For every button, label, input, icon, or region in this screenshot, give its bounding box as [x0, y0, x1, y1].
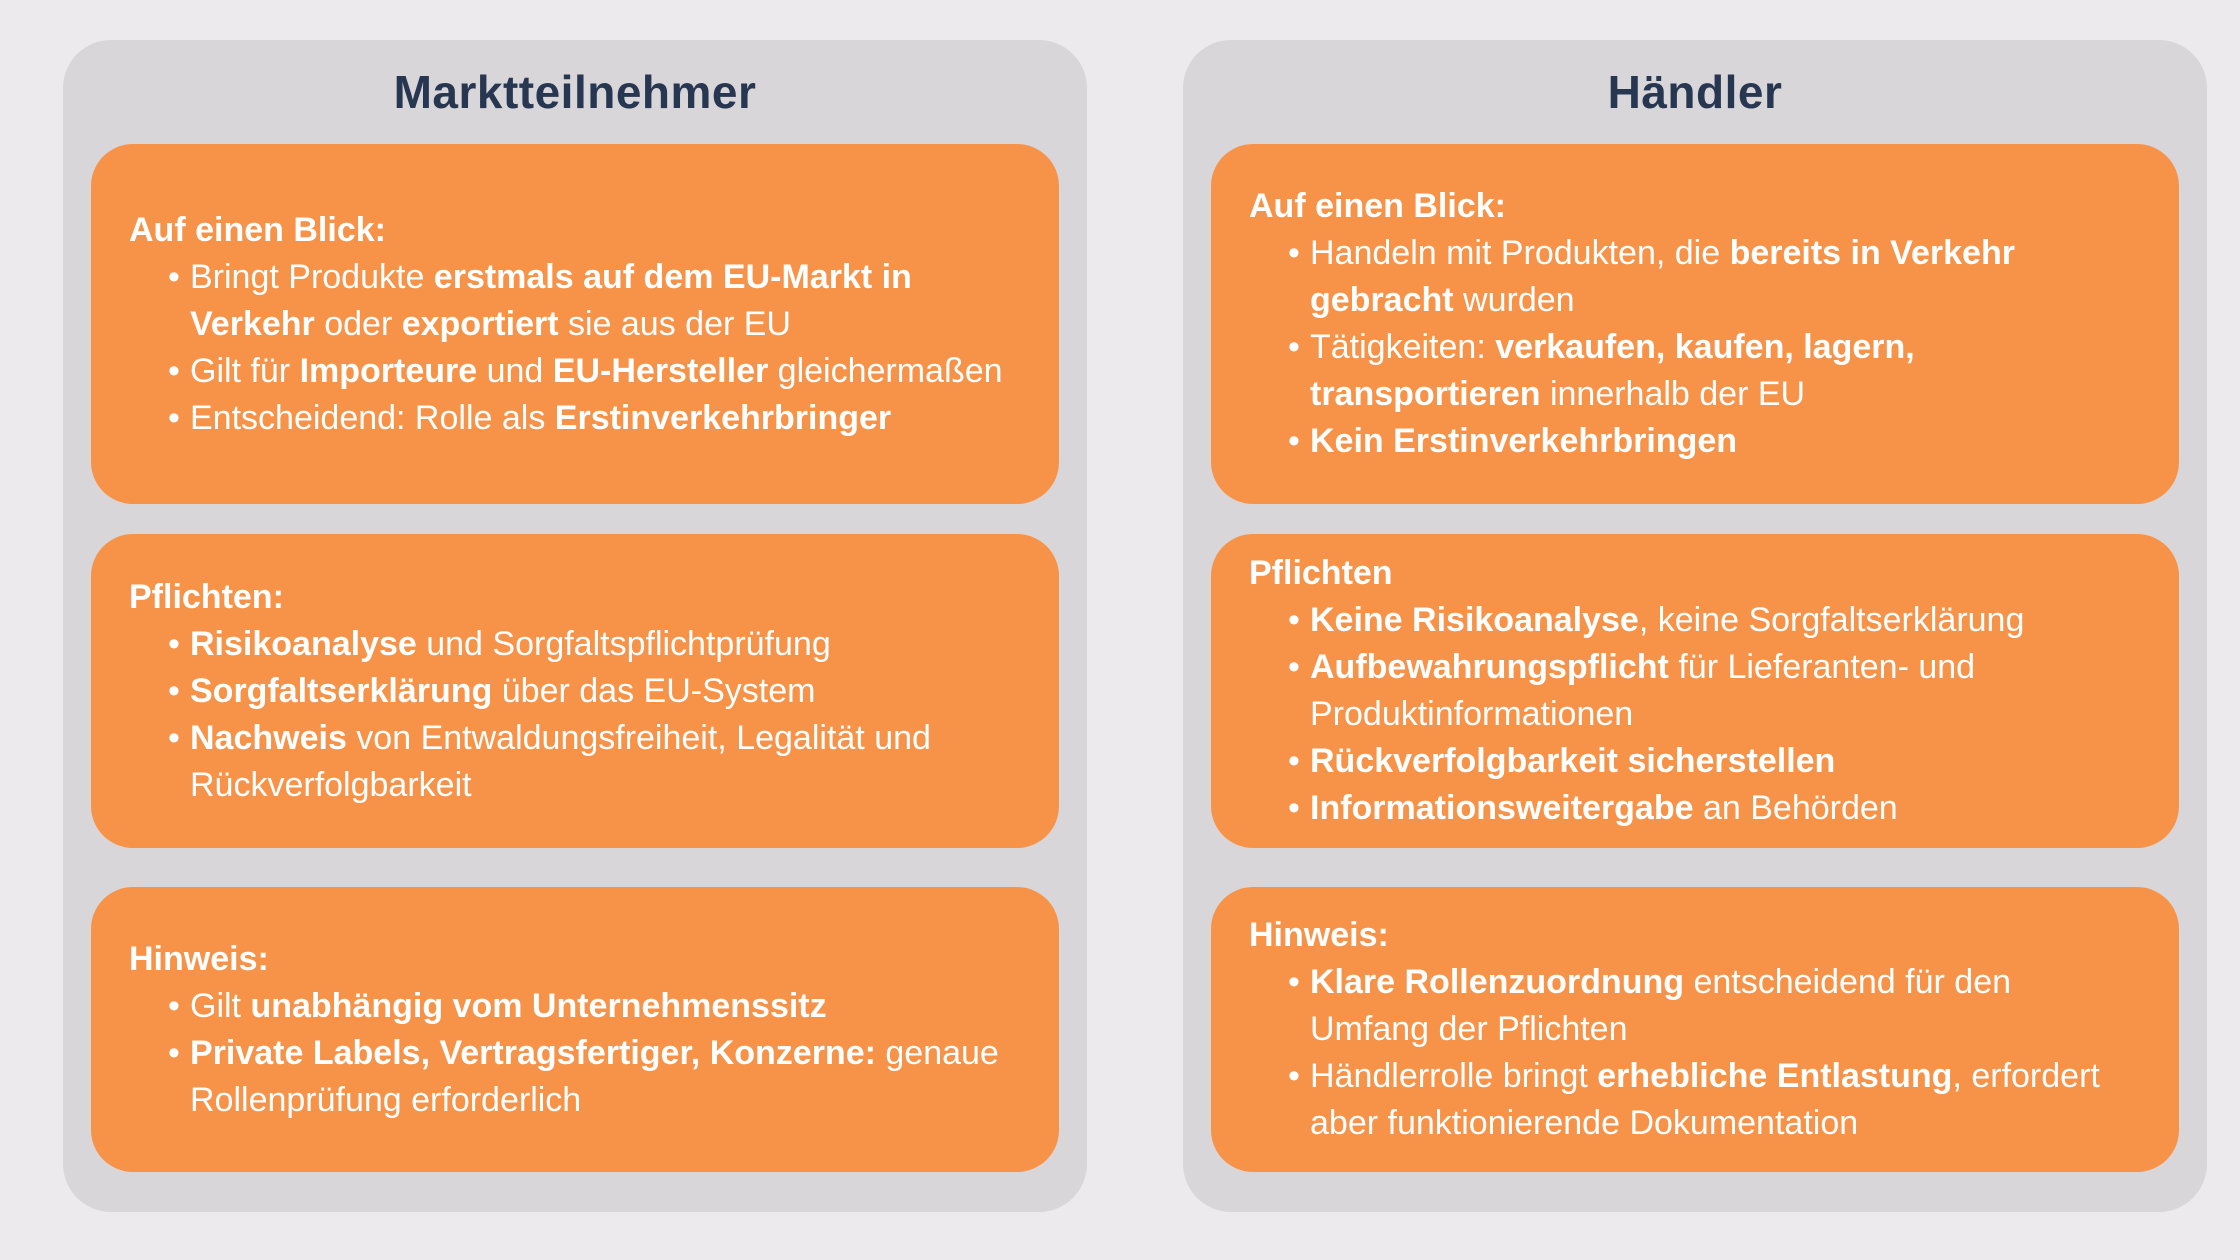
card-auf-einen-blick — [91, 144, 1059, 504]
text-segment: Nachweis — [190, 718, 347, 757]
text-segment: Erstinverkehrbringer — [554, 398, 892, 437]
panel-title-haendler: Händler — [1607, 66, 1783, 118]
card-heading-pflichten: Pflichten — [1249, 554, 1393, 592]
bullet-item — [168, 254, 1019, 348]
card-auf-einen-blick — [1211, 144, 2179, 504]
bullet-item — [1288, 324, 2139, 418]
card-heading-hinweis: Hinweis: — [1249, 916, 1389, 954]
text-segment: wurden — [1453, 281, 1575, 319]
bullet-item — [1288, 597, 2139, 644]
text-segment: Risikoanalyse — [190, 624, 417, 663]
card-heading-auf-einen-blick: Auf einen Blick: — [129, 210, 386, 249]
text-segment: Händlerrolle bringt — [1310, 1057, 1598, 1095]
panel-title-marktteilnehmer: Marktteilnehmer — [393, 66, 757, 118]
card-heading-pflichten: Pflichten: — [129, 577, 284, 616]
text-segment: Handeln mit Produkten, die — [1310, 234, 1730, 272]
text-segment: genaue Rollenprüfung erforderlich — [190, 1033, 999, 1119]
text-segment: und Sorgfaltspflichtprüfung — [416, 624, 831, 663]
text-segment: Sorgfaltserklärung — [190, 671, 493, 710]
text-segment: bereits in Verkehr gebracht — [1310, 234, 2015, 319]
bullet-list — [1249, 959, 2139, 1147]
text-segment: , keine Sorgfaltserklärung — [1638, 601, 2025, 639]
bullet-item — [168, 348, 1019, 395]
bullet-item — [168, 621, 1019, 668]
panel-haendler — [1183, 40, 2207, 1212]
card-hinweis — [1211, 887, 2179, 1172]
card-pflichten — [91, 534, 1059, 848]
text-segment: für Lieferanten- und Produktinformationen — [1310, 648, 1976, 733]
bullet-item — [168, 715, 1019, 809]
panel-marktteilnehmer — [63, 40, 1087, 1212]
text-segment: sie aus der EU — [558, 304, 791, 343]
text-segment: Tätigkeiten: — [1310, 328, 1496, 366]
text-segment: exportiert — [401, 304, 559, 343]
text-segment: Gilt — [190, 986, 251, 1025]
bullet-item — [1288, 738, 2139, 785]
text-segment: innerhalb der EU — [1540, 375, 1806, 413]
bullet-list — [129, 254, 1019, 442]
text-segment: entscheidend für den Umfang der Pflichten — [1310, 963, 2012, 1048]
text-segment: oder — [314, 304, 402, 343]
text-segment: erstmals auf dem EU-Markt in Verkehr — [190, 257, 912, 343]
bullet-item — [1288, 644, 2139, 738]
text-segment: gleichermaßen — [768, 351, 1003, 390]
text-segment: und — [477, 351, 553, 390]
card-pflichten — [1211, 534, 2179, 848]
text-segment: EU-Hersteller — [552, 351, 769, 390]
text-segment: Private Labels, Vertragsfertiger, Konzerne: — [190, 1033, 876, 1072]
bullet-list — [129, 621, 1019, 809]
bullet-list — [1249, 597, 2139, 832]
bullet-item — [1288, 959, 2139, 1053]
text-segment: von Entwaldungsfreiheit, Legalität und Rückverfolgbarkeit — [190, 718, 931, 804]
text-segment: Informationsweitergabe — [1310, 789, 1694, 827]
text-segment: Gilt für — [190, 351, 300, 390]
text-segment: an Behörden — [1693, 789, 1898, 827]
text-segment: , erfordert aber funktionierende Dokumentation — [1310, 1057, 2100, 1142]
bullet-item — [168, 395, 1019, 442]
text-segment: Kein Erstinverkehrbringen — [1310, 422, 1738, 460]
text-segment: Bringt Produkte — [190, 257, 434, 296]
text-segment: Aufbewahrungspflicht — [1310, 648, 1669, 686]
bullet-item — [1288, 785, 2139, 832]
card-heading-hinweis: Hinweis: — [129, 939, 269, 978]
bullet-item — [168, 1030, 1019, 1124]
text-segment: über das EU-System — [492, 671, 816, 710]
text-segment: Entscheidend: Rolle als — [190, 398, 555, 437]
bullet-item — [1288, 418, 2139, 465]
bullet-item — [1288, 1053, 2139, 1147]
bullet-list — [1249, 230, 2139, 465]
bullet-item — [168, 983, 1019, 1030]
bullet-item — [168, 668, 1019, 715]
text-segment: verkaufen, kaufen, lagern, transportieren — [1310, 328, 1915, 413]
bullet-list — [129, 983, 1019, 1124]
text-segment: unabhängig vom Unternehmenssitz — [250, 986, 827, 1025]
bullet-item — [1288, 230, 2139, 324]
text-segment: erhebliche Entlastung — [1597, 1057, 1953, 1095]
text-segment: Keine Risikoanalyse — [1310, 601, 1639, 639]
text-segment: Rückverfolgbarkeit sicherstellen — [1310, 742, 1836, 780]
card-hinweis — [91, 887, 1059, 1172]
card-heading-auf-einen-blick: Auf einen Blick: — [1249, 187, 1506, 225]
text-segment: Importeure — [299, 351, 478, 390]
text-segment: Klare Rollenzuordnung — [1310, 963, 1684, 1001]
